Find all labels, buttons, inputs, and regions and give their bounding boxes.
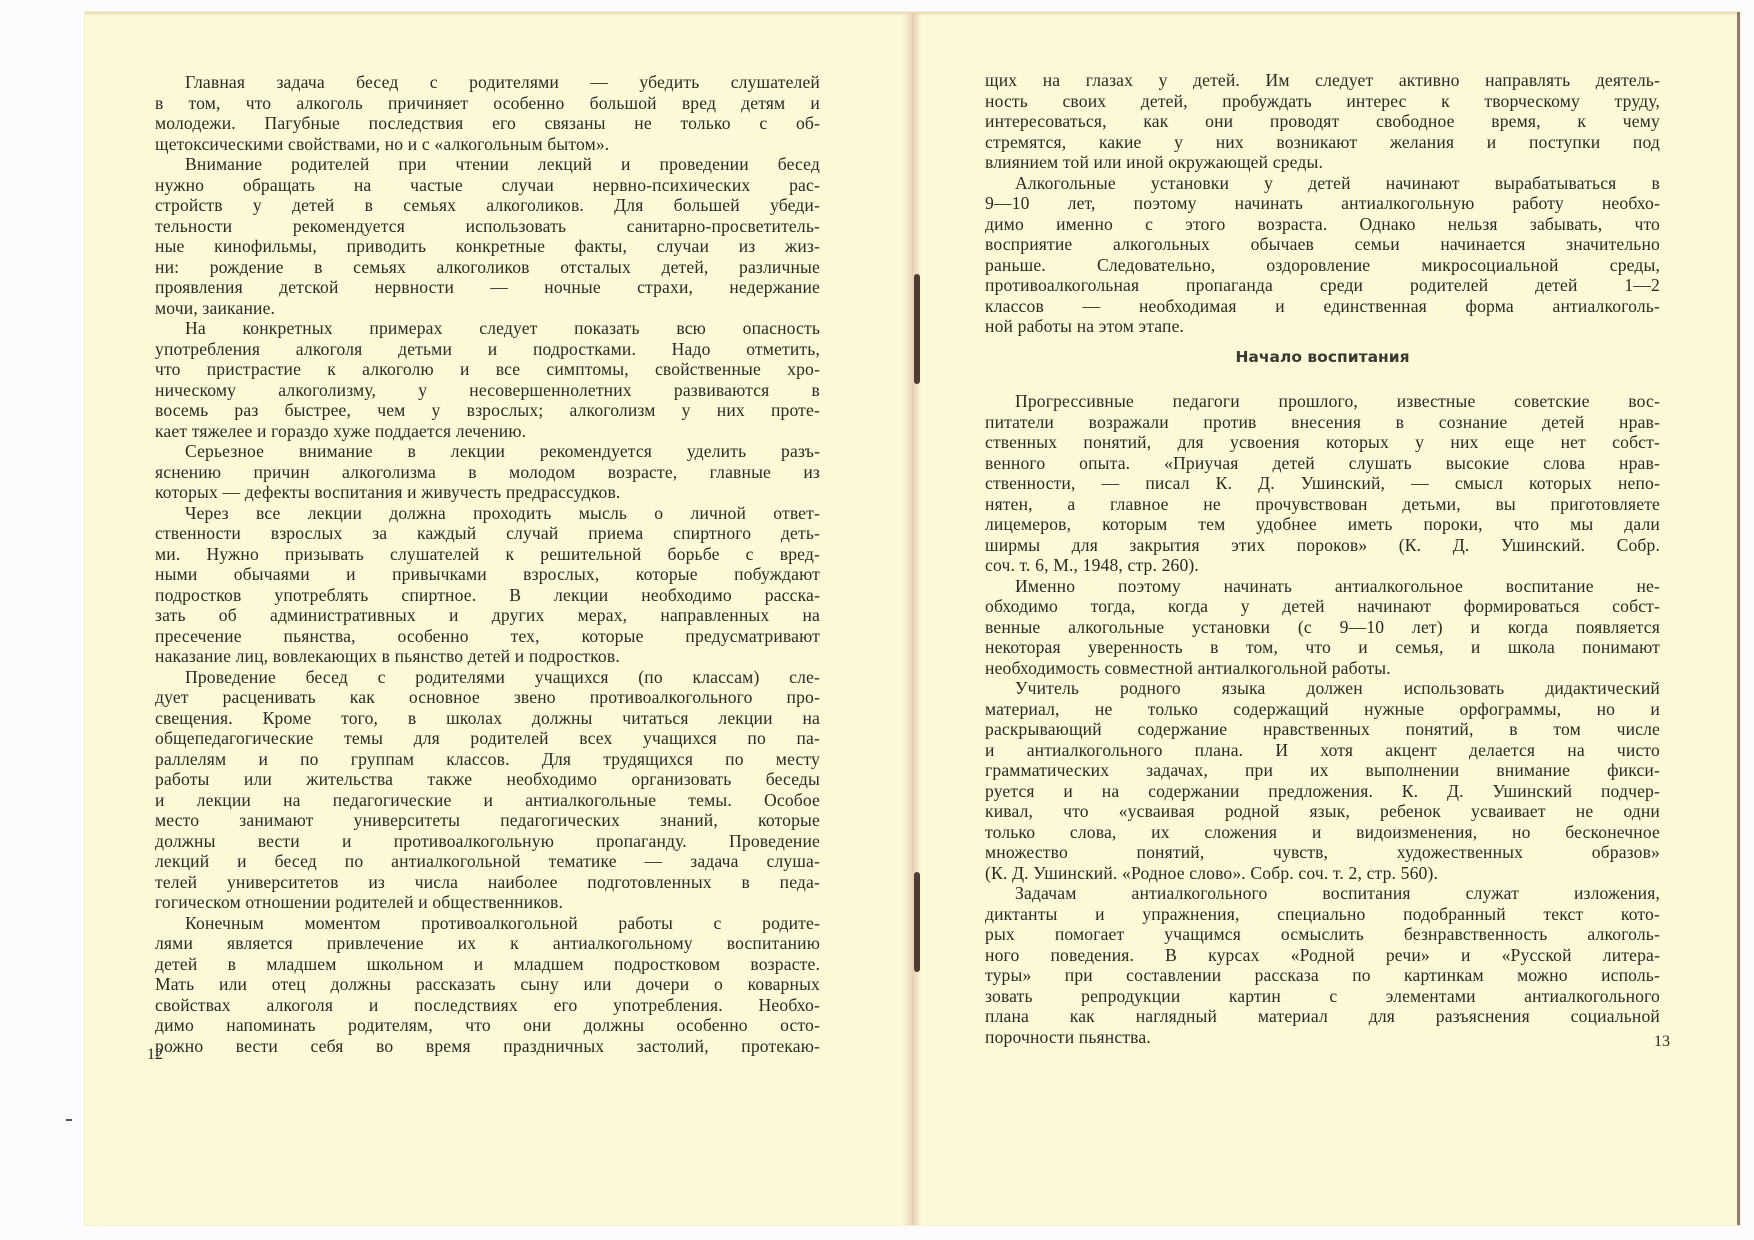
text-line: рожно вести себя во время праздничных застолий, протекаю- (155, 1035, 820, 1056)
text-line: общепедагогические темы для родителей всех учащихся по па- (155, 728, 820, 748)
left-page-body (155, 72, 820, 1056)
text-line: димо напоминать родителям, что они должны особенно осто- (155, 1015, 820, 1035)
text-line: дует расценивать как основное звено противоалкогольного про- (155, 687, 820, 707)
text-line: кивал, что «усваивая родной язык, ребенок усваивает не одни (985, 801, 1660, 821)
text-line: материал, не только содержащий нужные орфограммы, но и (985, 698, 1660, 719)
text-line: Учитель родного языка должен использовать дидактический (1015, 678, 1660, 698)
right-page (985, 12, 1670, 1225)
text-line: (К. Д. Ушинский. «Родное слово». Собр. соч. т. 2, стр. 560). (985, 862, 1439, 883)
text-line: ность своих детей, пробуждать интерес к творческому труду, (985, 90, 1660, 111)
paragraph (985, 391, 1660, 576)
text-line: димо именно с этого возраста. Однако нельзя забывать, что (985, 213, 1660, 234)
paragraph (985, 70, 1660, 173)
text-line: Главная задача бесед с родителями — убедить слушателей (185, 72, 820, 92)
text-line: Задачам антиалкогольного воспитания служат изложения, (1015, 883, 1660, 903)
text-line: туры» при составлении рассказа по картинкам можно исполь- (985, 965, 1660, 985)
text-line: Конечным моментом противоалкогольной работы с родите- (185, 912, 820, 933)
paragraph (155, 913, 820, 1057)
text-line: венного опыта. «Приучая детей слушать высокие слова нрав- (985, 452, 1660, 473)
paragraph (155, 667, 820, 913)
text-line: ширмы для закрытия этих пороков» (К. Д. Ушинский. Собр. (985, 534, 1660, 555)
text-line: рых помогает учащимся осмыслить безнравственность алкоголь- (985, 924, 1660, 944)
page-number: 13 (1654, 1033, 1670, 1050)
text-line: ническому алкоголизму, у несовершеннолетних развиваются в (155, 379, 820, 400)
text-line: работы или жительства также необходимо организовать беседы (155, 769, 820, 789)
text-line: ной работы на этом этапе. (985, 316, 1185, 336)
text-line: ственных понятий, для усвоения которых у них еще нет собст- (985, 432, 1660, 452)
text-line: диктанты и упражнения, специально подобранный текст кото- (985, 903, 1660, 924)
text-line: Прогрессивные педагоги прошлого, известные советские вос- (1015, 391, 1660, 411)
paragraph (985, 678, 1660, 883)
paragraph (985, 883, 1660, 1047)
paragraph (155, 72, 820, 154)
text-line: обходимо тогда, когда у детей начинают формироваться собст- (985, 596, 1660, 616)
text-line: На конкретных примерах следует показать всю опасность (185, 318, 820, 338)
text-line: что пристрастие к алкоголю и все симптомы, свойственные хро- (155, 359, 820, 379)
paragraph (155, 441, 820, 503)
text-line: щих на глазах у детей. Им следует активно направлять деятель- (985, 70, 1660, 90)
left-page (147, 12, 820, 1225)
text-line: зовать репродукции картин с элементами антиалкогольного (985, 985, 1660, 1006)
text-line: которых — дефекты воспитания и живучесть предрассудков. (155, 482, 621, 502)
text-line: противоалкогольная пропаганда среди родителей детей 1—2 (985, 275, 1660, 295)
booklet-spread (85, 12, 1740, 1225)
paragraph (155, 503, 820, 667)
text-line: некоторая уверенность в том, что и семья, и школа понимают (985, 637, 1660, 657)
paragraph (155, 318, 820, 441)
right-page-body-top (985, 70, 1660, 337)
text-line: венные алкогольные установки (с 9—10 лет) и когда появляется (985, 616, 1660, 637)
text-line: лекций и бесед по антиалкогольной тематике — задача слуша- (155, 851, 820, 871)
section-heading: Начало воспитания (1235, 348, 1410, 366)
text-line: употребления алкоголя детьми и подростками. Надо отметить, (155, 338, 820, 359)
text-line: восприятие алкогольных обычаев семьи начинается значительно (985, 234, 1660, 254)
text-line: интересоваться, как они проводят свободное время, к чему (985, 111, 1660, 131)
text-line: ми. Нужно призывать слушателей к решительной борьбе с вред- (155, 543, 820, 564)
text-line: стройств у детей в семьях алкоголиков. Для большей убеди- (155, 195, 820, 215)
text-line: лицемеров, которым тем удобнее иметь пороки, что мы дали (985, 514, 1660, 534)
text-line: проявления детской нервности — ночные страхи, недержание (155, 277, 820, 297)
text-line: щетоксическими свойствами, но и с «алкогольным бытом». (155, 133, 610, 154)
text-line: Внимание родителей при чтении лекций и проведении бесед (185, 154, 820, 174)
text-line: Именно поэтому начинать антиалкогольное воспитание не- (1015, 575, 1660, 596)
text-line: плана как наглядный материал для разъяснения социальной (985, 1006, 1660, 1026)
text-line: раньше. Следовательно, оздоровление микросоциальной среды, (985, 254, 1660, 275)
text-line: наказание лиц, вовлекающих в пьянство детей и подростков. (155, 646, 620, 666)
text-line: восемь раз быстрее, чем у взрослых; алкоголизм у них проте- (155, 400, 820, 420)
text-line: ные кинофильмы, приводить конкретные факты, случаи из жиз- (155, 236, 820, 256)
text-line: ственности, — писал К. Д. Ушинский, — смысл которых непо- (985, 473, 1660, 493)
text-line: стремятся, какие у них возникают желания и поступки под (985, 131, 1660, 152)
paragraph (985, 576, 1660, 679)
text-line: лями является привлечение их к антиалкогольному воспитанию (155, 933, 820, 953)
text-line: место занимают университеты педагогических знаний, которые (155, 810, 820, 830)
text-line: ного поведения. В курсах «Родной речи» и «Русской литера- (985, 944, 1660, 965)
text-line: ными обычаями и привычками взрослых, которые побуждают (155, 564, 820, 584)
text-line: нятен, а главное не прочувствован детьми, вы приготовляете (985, 493, 1660, 514)
text-line: только слова, их сложения и видоизменения, но бесконечное (985, 821, 1660, 842)
paragraph (155, 154, 820, 318)
text-line: питатели возражали против внесения в сознание детей нрав- (985, 411, 1660, 432)
text-line: Серьезное внимание в лекции рекомендуется уделить разъ- (185, 441, 820, 461)
scan-speck (66, 1119, 72, 1121)
text-line: кает тяжелее и гораздо хуже поддается лечению. (155, 420, 527, 441)
text-line: раллелям и по группам классов. Для трудящихся по месту (155, 748, 820, 769)
text-line: ственности взрослых за каждый случай приема спиртного деть- (155, 523, 820, 543)
text-line: ни: рождение в семьях алкоголиков отсталых детей, различные (155, 256, 820, 277)
text-line: нужно обращать на частые случаи нервно-психических рас- (155, 174, 820, 195)
text-line: Через все лекции должна проходить мысль о личной ответ- (185, 502, 820, 523)
text-line: 9—10 лет, поэтому начинать антиалкогольную работу необхо- (985, 193, 1660, 213)
text-line: необходимость совместной антиалкогольной работы. (985, 657, 1391, 678)
text-line: влиянием той или иной окружающей среды. (985, 152, 1324, 172)
text-line: свойствах алкоголя и последствиях его употребления. Необхо- (155, 994, 820, 1015)
text-line: тельности рекомендуется использовать санитарно-просветитель- (155, 215, 820, 236)
text-line: и лекции на педагогические и антиалкогольные темы. Особое (155, 789, 820, 810)
text-line: Мать или отец должны рассказать сыну или дочери о коварных (155, 974, 820, 994)
text-line: раскрывающий содержание нравственных понятий, в том числе (985, 719, 1660, 739)
staple-icon (914, 274, 920, 384)
text-line: Алкогольные установки у детей начинают вырабатываться в (1015, 172, 1660, 193)
page-edge (1737, 12, 1740, 1225)
paragraph (985, 173, 1660, 337)
text-line: гогическом отношении родителей и общественников. (155, 892, 564, 912)
text-line: классов — необходимая и единственная форма антиалкоголь- (985, 295, 1660, 316)
text-line: в том, что алкоголь причиняет особенно большой вред детям и (155, 92, 820, 113)
text-line: и антиалкогольного плана. И хотя акцент делается на чисто (985, 739, 1660, 760)
text-line: мочи, заикание. (155, 297, 276, 318)
binding-gutter (903, 12, 921, 1225)
text-line: детей в младшем школьном и младшем подростковом возрасте. (155, 953, 820, 974)
right-page-body-bottom (985, 391, 1660, 1047)
text-line: руется и на содержании предложения. К. Д. Ушинский подчер- (985, 780, 1660, 801)
text-line: молодежи. Пагубные последствия его связаны не только с об- (155, 113, 820, 133)
text-line: грамматических задачах, при их выполнении внимание фикси- (985, 760, 1660, 780)
text-line: должны вести и противоалкогольную пропаганду. Проведение (155, 830, 820, 851)
text-line: Проведение бесед с родителями учащихся (по классам) сле- (185, 666, 820, 687)
text-line: пресечение пьянства, особенно тех, которые предусматривают (155, 625, 820, 646)
text-line: яснению причин алкоголизма в молодом возрасте, главные из (155, 461, 820, 482)
text-line: телей университетов из числа наиболее подготовленных в педа- (155, 871, 820, 892)
text-line: зать об административных и других мерах, направленных на (155, 605, 820, 625)
page-number: 12 (147, 1046, 163, 1063)
text-line: порочности пьянства. (985, 1026, 1151, 1047)
staple-icon (914, 872, 920, 972)
text-line: свещения. Кроме того, в школах должны читаться лекции на (155, 707, 820, 728)
text-line: подростков употреблять спиртное. В лекции необходимо расска- (155, 584, 820, 605)
text-line: множество понятий, чувств, художественных образов» (985, 842, 1660, 862)
text-line: соч. т. 6, М., 1948, стр. 260). (985, 555, 1199, 575)
